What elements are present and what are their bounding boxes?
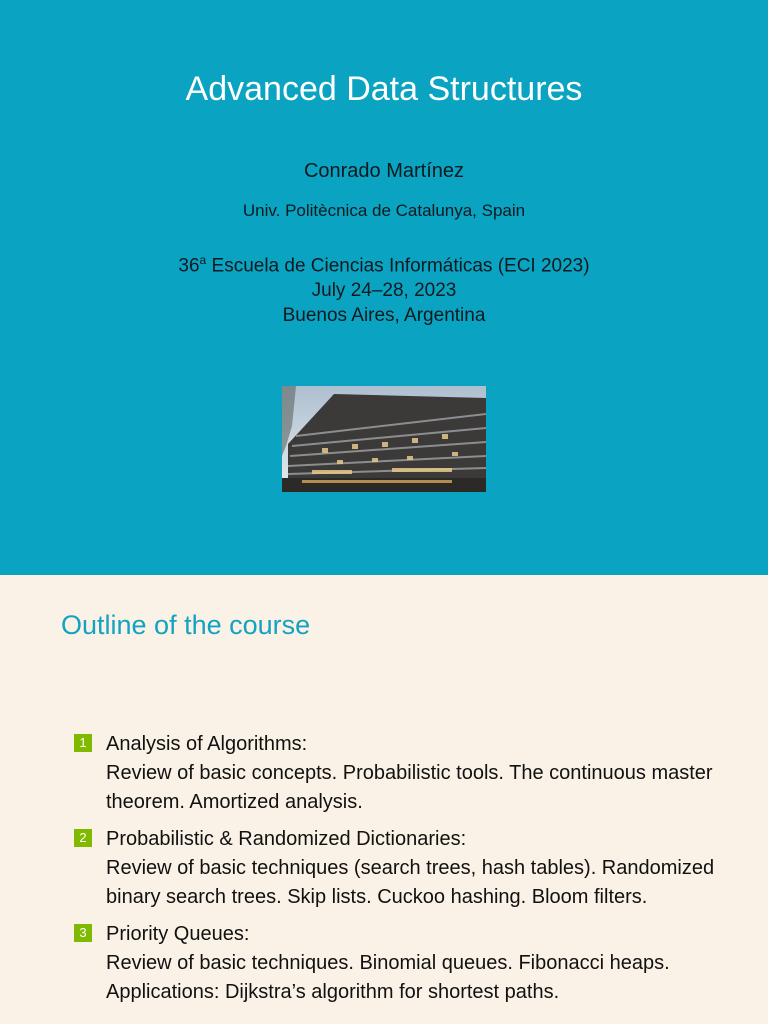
event-number: 36 (178, 255, 200, 277)
event-name: Escuela de Ciencias Informáticas (ECI 2023) (211, 255, 590, 277)
item-heading: Priority Queues: (106, 923, 250, 945)
building-photo (282, 386, 486, 492)
building-photo-icon (282, 386, 486, 492)
item-number-badge: 1 (74, 734, 92, 752)
list-item (74, 730, 764, 817)
event-info (0, 248, 768, 328)
event-dates: July 24–28, 2023 (311, 280, 457, 302)
event-ordinal: a (199, 253, 207, 267)
author-name: Conrado Martínez (303, 160, 465, 182)
item-heading: Analysis of Algorithms: (106, 733, 308, 755)
author-affiliation: Univ. Politècnica de Catalunya, Spain (242, 201, 526, 220)
item-heading: Probabilistic & Randomized Dictionaries: (106, 828, 467, 850)
event-location: Buenos Aires, Argentina (282, 305, 486, 327)
outline-title: Outline of the course (61, 610, 311, 640)
list-item (74, 825, 764, 912)
slide-title: Advanced Data Structures (185, 70, 583, 108)
item-number-badge: 2 (74, 829, 92, 847)
item-description: Review of basic techniques. Binomial queues. Fibonacci heaps. Applications: Dijkstra’s algorithm for shortest paths. (106, 952, 670, 1003)
outline-list (74, 730, 764, 1015)
item-description: Review of basic techniques (search trees, hash tables). Randomized binary search trees. Skip lists. Cuckoo hashing. Bloom filters. (106, 857, 715, 908)
item-number-badge: 3 (74, 924, 92, 942)
event-title (0, 248, 768, 278)
outline-slide (0, 575, 768, 1024)
list-item (74, 920, 764, 1007)
item-description: Review of basic concepts. Probabilistic tools. The continuous master theorem. Amortized analysis. (106, 762, 713, 813)
